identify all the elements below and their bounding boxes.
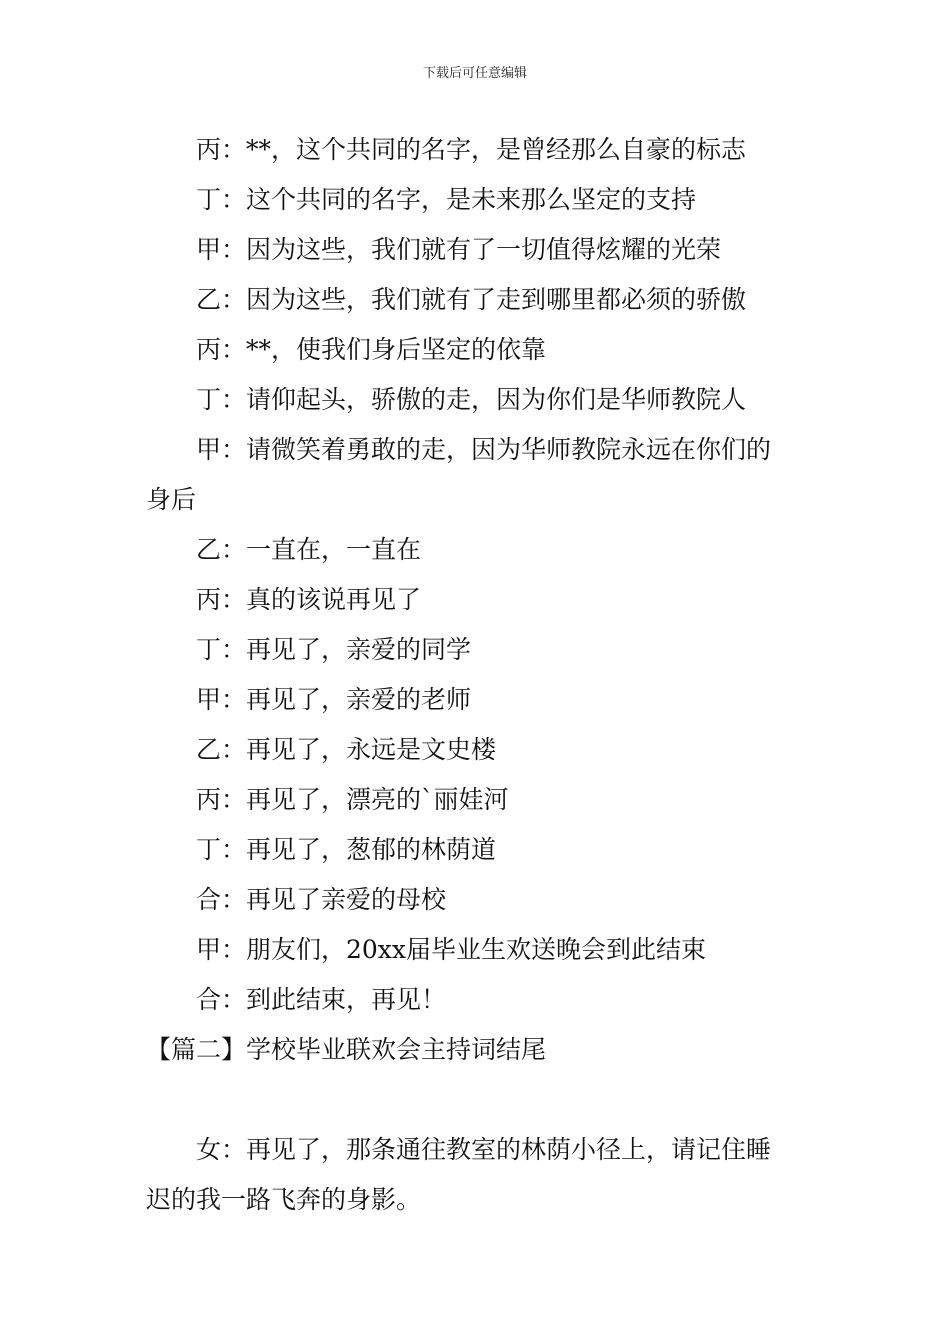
blank-line xyxy=(146,1075,816,1125)
script-line-wrapped-first: 女：再见了，那条通往教室的林荫小径上，请记住睡 xyxy=(196,1135,772,1164)
script-line: 丙：**，使我们身后坚定的依靠 xyxy=(196,335,547,364)
script-line: 丁：再见了，亲爱的同学 xyxy=(196,635,472,664)
script-line: 乙：一直在，一直在 xyxy=(196,535,422,564)
script-line: 合：到此结束，再见！ xyxy=(196,985,447,1014)
page-header: 下载后可任意编辑 xyxy=(422,66,527,81)
script-line-wrapped-first: 甲：请微笑着勇敢的走，因为华师教院永远在你们的 xyxy=(196,435,772,464)
script-line: 丁：这个共同的名字，是未来那么坚定的支持 xyxy=(196,185,697,214)
script-line: 丁：再见了，葱郁的林荫道 xyxy=(196,835,497,864)
script-line: 甲：朋友们，20xx届毕业生欢送晚会到此结束 xyxy=(196,935,707,964)
document-body xyxy=(146,125,816,1225)
section-heading: 【篇二】学校毕业联欢会主持词结尾 xyxy=(146,1035,547,1064)
script-line: 乙：再见了，永远是文史楼 xyxy=(196,735,497,764)
script-line: 甲：再见了，亲爱的老师 xyxy=(196,685,472,714)
script-line-wrapped-second: 身后 xyxy=(146,485,197,514)
script-line: 丙：真的该说再见了 xyxy=(196,585,422,614)
script-line-wrapped-second: 迟的我一路飞奔的身影。 xyxy=(146,1185,422,1214)
script-line: 丁：请仰起头，骄傲的走，因为你们是华师教院人 xyxy=(196,385,747,414)
script-line: 合：再见了亲爱的母校 xyxy=(196,885,447,914)
script-line: 丙：**，这个共同的名字，是曾经那么自豪的标志 xyxy=(196,135,747,164)
script-line: 甲：因为这些，我们就有了一切值得炫耀的光荣 xyxy=(196,235,722,264)
script-line: 丙：再见了，漂亮的`丽娃河 xyxy=(196,785,509,814)
script-line: 乙：因为这些，我们就有了走到哪里都必须的骄傲 xyxy=(196,285,747,314)
